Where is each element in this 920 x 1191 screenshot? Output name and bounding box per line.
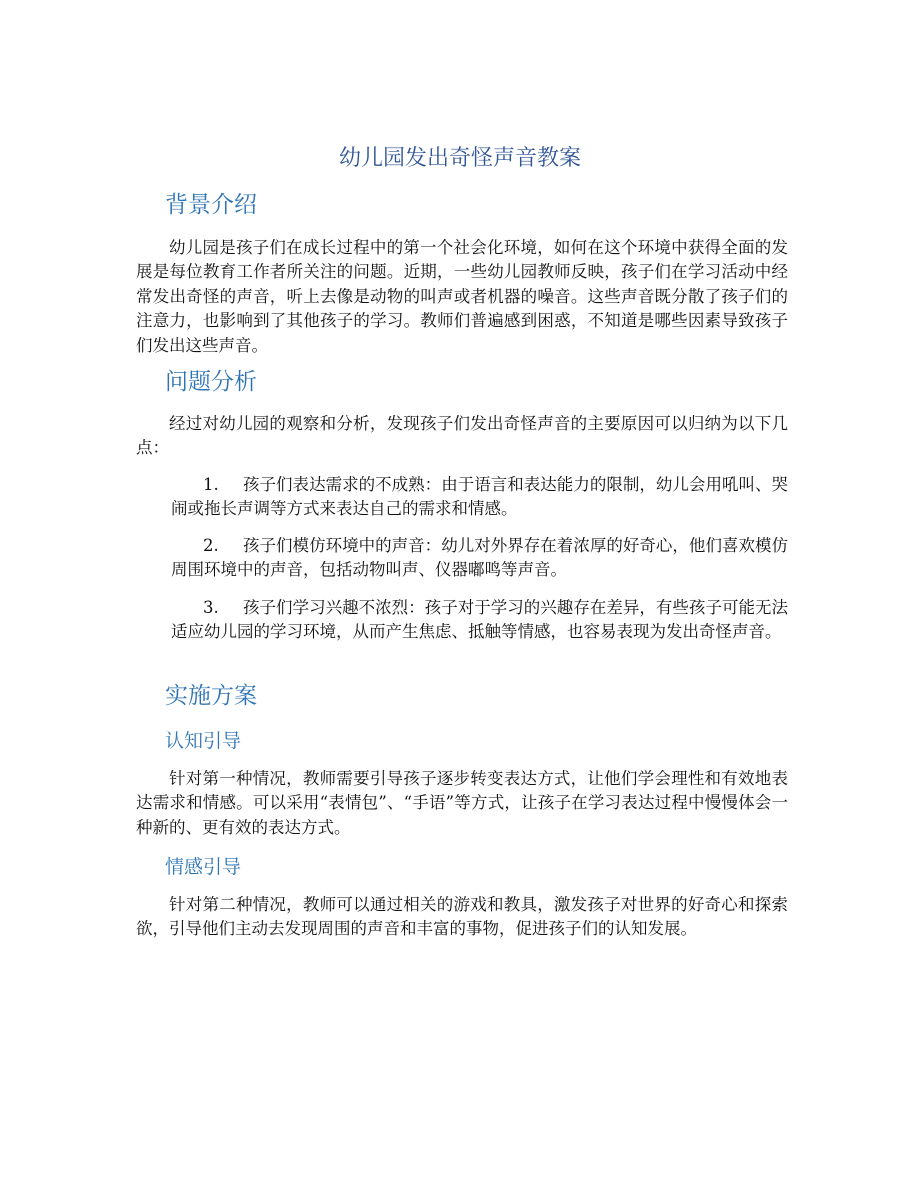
list-number: 3. (203, 598, 219, 617)
analysis-list-item-2 (171, 534, 788, 583)
section-heading-implementation: 实施方案 (165, 683, 257, 709)
list-number: 2. (203, 536, 219, 555)
analysis-list-item-1 (171, 473, 788, 522)
list-item-text: 孩子们模仿环境中的声音：幼儿对外界存在着浓厚的好奇心，他们喜欢模仿周围环境中的声音，包括动物叫声、仪器嘟鸣等声音。 (171, 536, 788, 580)
list-number: 1. (203, 475, 219, 494)
subsection-heading-emotional: 情感引导 (165, 856, 242, 878)
analysis-list-item-3 (171, 596, 788, 645)
subsection-heading-cognitive: 认知引导 (165, 730, 242, 752)
document-title: 幼儿园发出奇怪声音教案 (338, 146, 581, 171)
analysis-paragraph: 经过对幼儿园的观察和分析，发现孩子们发出奇怪声音的主要原因可以归纳为以下几点： (136, 414, 788, 458)
background-paragraph: 幼儿园是孩子们在成长过程中的第一个社会化环境，如何在这个环境中获得全面的发展是每位教育工作者所关注的问题。近期，一些幼儿园教师反映，孩子们在学习活动中经常发出奇怪的声音，听上去像是动物的叫声或者机器的噪音。这些声音既分散了孩子们的注意力，也影响到了其他孩子的学习。教师们普遍感到困惑，不知道是哪些因素导致孩子们发出这些声音。 (136, 238, 788, 355)
emotional-paragraph: 针对第二种情况，教师可以通过相关的游戏和教具，激发孩子对世界的好奇心和探索欲，引导他们主动去发现周围的声音和丰富的事物，促进孩子们的认知发展。 (136, 895, 788, 939)
cognitive-paragraph: 针对第一种情况，教师需要引导孩子逐步转变表达方式，让他们学会理性和有效地表达需求和情感。可以采用“表情包”、“手语”等方式，让孩子在学习表达过程中慢慢体会一种新的、更有效的表达方式。 (136, 769, 788, 837)
list-item-text: 孩子们表达需求的不成熟：由于语言和表达能力的限制，幼儿会用吼叫、哭闹或拖长声调等方式来表达自己的需求和情感。 (171, 475, 788, 519)
section-heading-analysis: 问题分析 (165, 369, 257, 395)
section-heading-background: 背景介绍 (165, 192, 257, 218)
list-item-text: 孩子们学习兴趣不浓烈：孩子对于学习的兴趣存在差异，有些孩子可能无法适应幼儿园的学习环境，从而产生焦虑、抵触等情感，也容易表现为发出奇怪声音。 (171, 598, 788, 642)
